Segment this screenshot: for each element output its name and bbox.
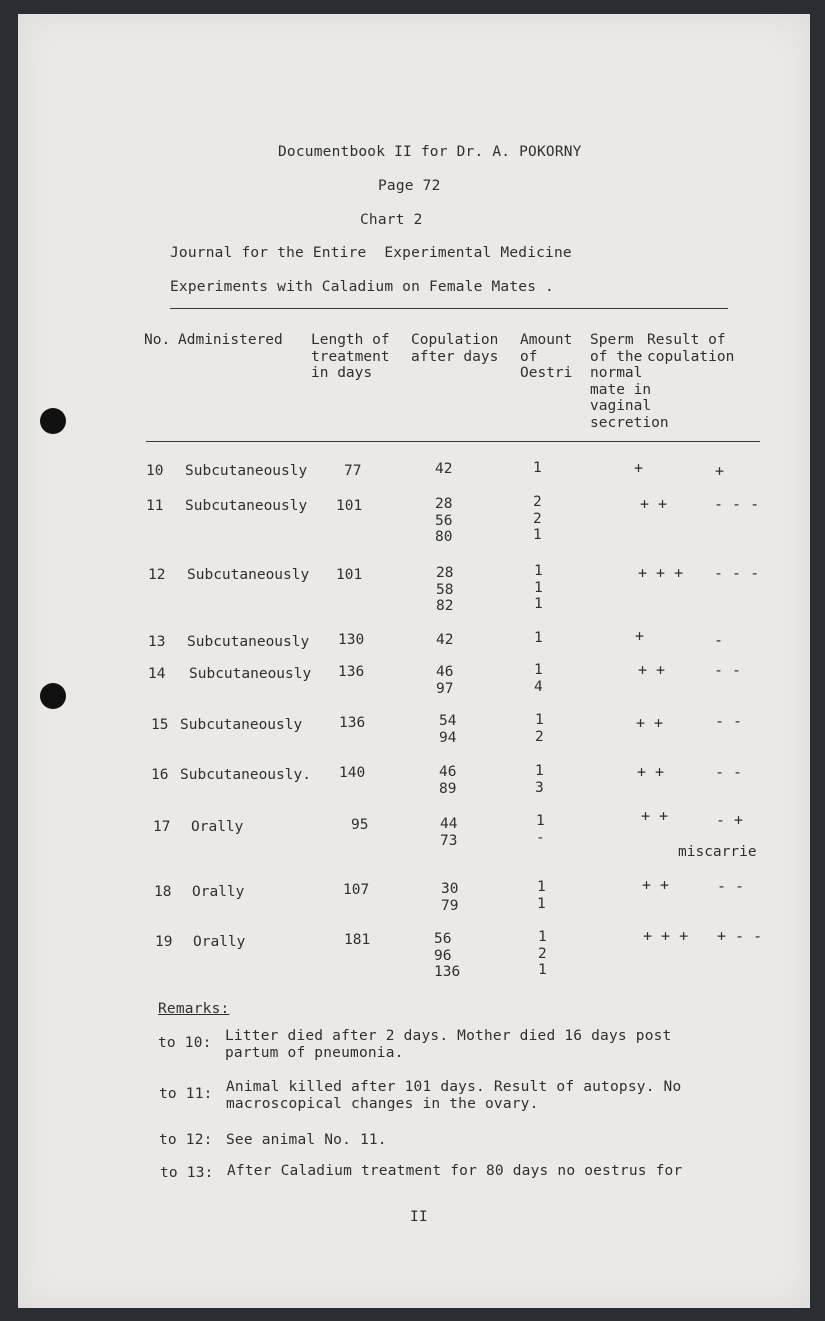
row-copulation: 42 (436, 632, 454, 648)
row-sperm: + + + (638, 564, 684, 582)
row-amount: 1 2 (535, 712, 544, 745)
row-copulation: 46 97 (436, 664, 454, 697)
row-length: 136 (338, 664, 365, 680)
row-sperm: + + (640, 495, 668, 513)
row-no: 18 (154, 884, 172, 900)
row-length: 140 (339, 765, 366, 781)
row-no: 12 (148, 567, 166, 583)
punch-hole-top (40, 408, 66, 434)
row-sperm: + + (636, 714, 664, 732)
punch-hole-bottom (40, 683, 66, 709)
header-rule (170, 308, 728, 309)
row-copulation: 28 56 80 (435, 496, 453, 545)
row-amount: 1 4 (534, 662, 543, 695)
row-no: 11 (146, 498, 164, 514)
row-sperm: + (634, 459, 644, 477)
row-no: 19 (155, 934, 173, 950)
row-amount: 1 (534, 630, 543, 646)
journal-line: Journal for the Entire Experimental Medicine (170, 245, 572, 261)
row-amount: 1 - (536, 813, 545, 846)
row-length: 101 (336, 498, 363, 514)
row-result-note: miscarrie (678, 844, 757, 860)
remark-ref: to 13: (160, 1165, 214, 1181)
remark-ref: to 11: (159, 1086, 213, 1102)
row-amount: 1 2 1 (538, 929, 547, 978)
row-amount: 1 (533, 460, 542, 476)
row-sperm: + + (638, 661, 666, 679)
col-header-administered: Administered (178, 332, 283, 348)
col-header-no: No. (144, 332, 171, 348)
row-length: 95 (351, 817, 369, 833)
row-sperm: + + + (643, 927, 689, 945)
row-result: - - (717, 877, 745, 895)
row-amount: 1 1 (537, 879, 546, 912)
row-administered: Orally (191, 819, 244, 835)
col-header-copulation: Copulation after days (411, 332, 499, 365)
row-no: 13 (148, 634, 166, 650)
row-copulation: 56 96 136 (434, 931, 461, 980)
row-sperm: + (635, 627, 645, 645)
row-copulation: 30 79 (441, 881, 459, 914)
row-copulation: 54 94 (439, 713, 457, 746)
row-amount: 1 3 (535, 763, 544, 796)
row-amount: 1 1 1 (534, 563, 543, 612)
row-no: 16 (151, 767, 169, 783)
row-administered: Subcutaneously (180, 717, 303, 733)
table-header-rule (146, 441, 760, 442)
row-copulation: 28 58 82 (436, 565, 454, 614)
row-administered: Orally (192, 884, 245, 900)
row-result: + (715, 462, 725, 480)
experiment-line: Experiments with Caladium on Female Mates . (170, 279, 554, 295)
page-number-line: Page 72 (378, 178, 441, 194)
chart-title: Chart 2 (360, 212, 423, 228)
row-amount: 2 2 1 (533, 494, 542, 543)
document-title: Documentbook II for Dr. A. POKORNY (278, 144, 582, 160)
row-result: - - - (714, 564, 760, 582)
row-copulation: 44 73 (440, 816, 458, 849)
row-result: - - (715, 763, 743, 781)
row-length: 107 (343, 882, 370, 898)
row-result: - (714, 631, 724, 649)
row-copulation: 42 (435, 461, 453, 477)
row-no: 14 (148, 666, 166, 682)
row-length: 101 (336, 567, 363, 583)
row-result: + - - (717, 927, 763, 945)
remark-text: Animal killed after 101 days. Result of autopsy. No macroscopical changes in the ovary. (226, 1079, 682, 1112)
row-length: 130 (338, 632, 365, 648)
row-length: 77 (344, 463, 362, 479)
remark-text: After Caladium treatment for 80 days no oestrus for (227, 1163, 683, 1179)
remark-text: Litter died after 2 days. Mother died 16 days post partum of pneumonia. (225, 1028, 672, 1061)
row-no: 15 (151, 717, 169, 733)
col-header-result: Result of copulation (647, 332, 735, 365)
row-administered: Subcutaneously (185, 463, 308, 479)
row-result: - - (714, 661, 742, 679)
row-length: 136 (339, 715, 366, 731)
footer-page-number: II (410, 1209, 428, 1225)
col-header-sperm: Sperm of the normal mate in vaginal secretion (590, 332, 669, 431)
col-header-length: Length of treatment in days (311, 332, 390, 381)
remark-text: See animal No. 11. (226, 1132, 387, 1148)
row-administered: Subcutaneously (185, 498, 308, 514)
row-administered: Subcutaneously (187, 634, 310, 650)
row-administered: Subcutaneously. (180, 767, 311, 783)
col-header-amount: Amount of Oestri (520, 332, 573, 381)
row-administered: Orally (193, 934, 246, 950)
row-length: 181 (344, 932, 371, 948)
row-sperm: + + (642, 876, 670, 894)
row-no: 10 (146, 463, 164, 479)
row-result: - - (715, 712, 743, 730)
remark-ref: to 10: (158, 1035, 212, 1051)
remark-ref: to 12: (159, 1132, 213, 1148)
row-result: - - - (714, 495, 760, 513)
row-sperm: + + (641, 807, 669, 825)
row-no: 17 (153, 819, 171, 835)
row-copulation: 46 89 (439, 764, 457, 797)
document-page (18, 14, 810, 1308)
row-administered: Subcutaneously (189, 666, 312, 682)
remarks-heading: Remarks: (158, 1001, 230, 1017)
row-result: - + (716, 811, 744, 829)
row-sperm: + + (637, 763, 665, 781)
row-administered: Subcutaneously (187, 567, 310, 583)
